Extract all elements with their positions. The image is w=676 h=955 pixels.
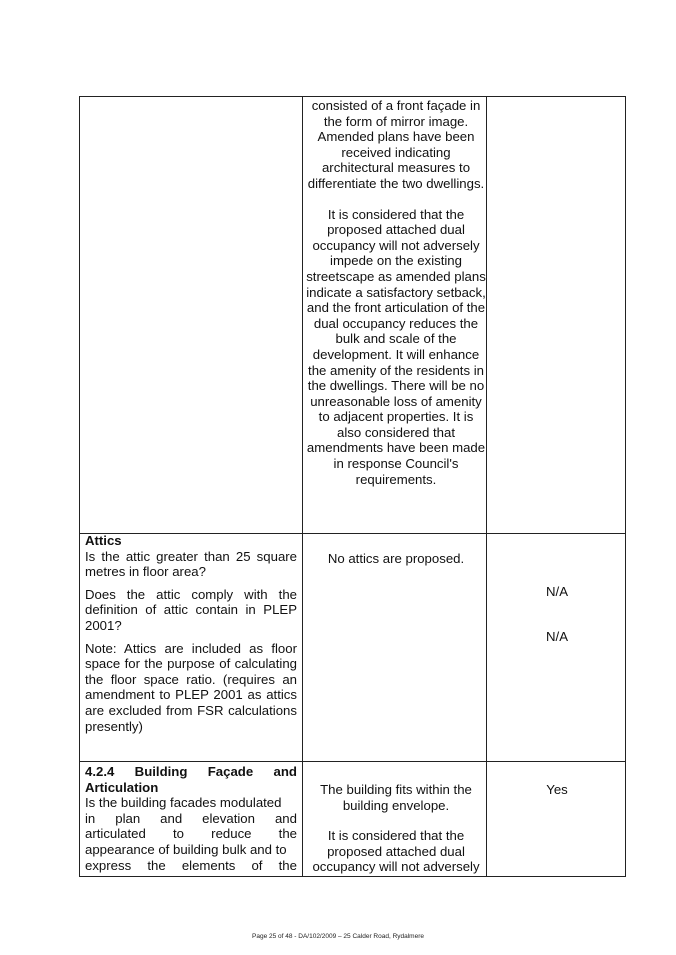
facade-criteria <box>85 764 297 873</box>
word: plan <box>115 810 141 826</box>
page-footer: Page 25 of 48 - DA/102/2009 – 25 Calder Road, Rydalmere <box>252 933 424 940</box>
section-heading: Attics <box>85 533 122 548</box>
compliance-value: N/A <box>546 584 568 599</box>
criteria-question: Does the attic comply with the definition of attic contain in PLEP 2001? <box>85 586 297 633</box>
heading-word: and <box>273 764 297 779</box>
response-paragraph: The building fits within the building envelope. <box>320 782 472 813</box>
criteria-question-line: Is the building facades modulated <box>85 795 282 811</box>
row-divider <box>80 761 625 762</box>
response-paragraph: It is considered that the proposed attached dual occupancy will not adversely impede on the existing streetscape as amended plans indicate a satisfactory setback, and the front articulation of the dual occupancy reduces the bulk and scale of the development. It will enhance the amenity of the residents in the dwellings. There will be no unreasonable loss of amenity to adjacent properties. It is also considered that amendments have been made in response Council's requirements. <box>306 206 486 487</box>
word: the <box>278 857 297 873</box>
criteria-note: Note: Attics are included as floor space for the purpose of calculating the floor space ratio. (requires an amendment to PLEP 2001 as attics are excluded from FSR calculations presently) <box>85 640 297 734</box>
heading-word: Building <box>134 764 188 779</box>
section-heading-line2: Articulation <box>85 779 159 795</box>
attics-criteria <box>85 533 297 734</box>
row1-response <box>306 98 486 487</box>
column-divider <box>486 97 487 876</box>
word: elements <box>181 857 236 873</box>
criteria-question-line <box>85 811 297 827</box>
word: reduce <box>211 826 252 842</box>
criteria-question-line <box>85 826 297 842</box>
word: and <box>160 810 183 826</box>
section-heading <box>85 764 297 780</box>
response-paragraph: It is considered that the proposed attached dual occupancy will not adversely <box>312 828 480 875</box>
compliance-value: N/A <box>546 629 568 644</box>
word: elevation <box>202 810 255 826</box>
criteria-question-line <box>85 858 297 874</box>
response-paragraph: consisted of a front façade in the form of mirror image. Amended plans have been received indicating architectural measures to differentiate the two dwellings. <box>307 98 485 191</box>
criteria-question: Is the attic greater than 25 square metres in floor area? <box>85 548 297 580</box>
word: the <box>278 826 297 842</box>
assessment-table <box>79 96 626 877</box>
criteria-question-line: appearance of building bulk and to <box>85 841 287 857</box>
word: the <box>147 857 166 873</box>
word: and <box>274 810 297 826</box>
word: articulated <box>85 826 146 842</box>
word: of <box>251 857 263 873</box>
column-divider <box>302 97 303 876</box>
word: express <box>85 857 132 873</box>
compliance-value: Yes <box>546 782 568 797</box>
word: to <box>173 826 185 842</box>
word: in <box>85 810 96 826</box>
attics-response: No attics are proposed. <box>327 551 465 566</box>
heading-word: Façade <box>207 764 254 779</box>
heading-number: 4.2.4 <box>85 764 115 779</box>
facade-response <box>306 782 486 875</box>
